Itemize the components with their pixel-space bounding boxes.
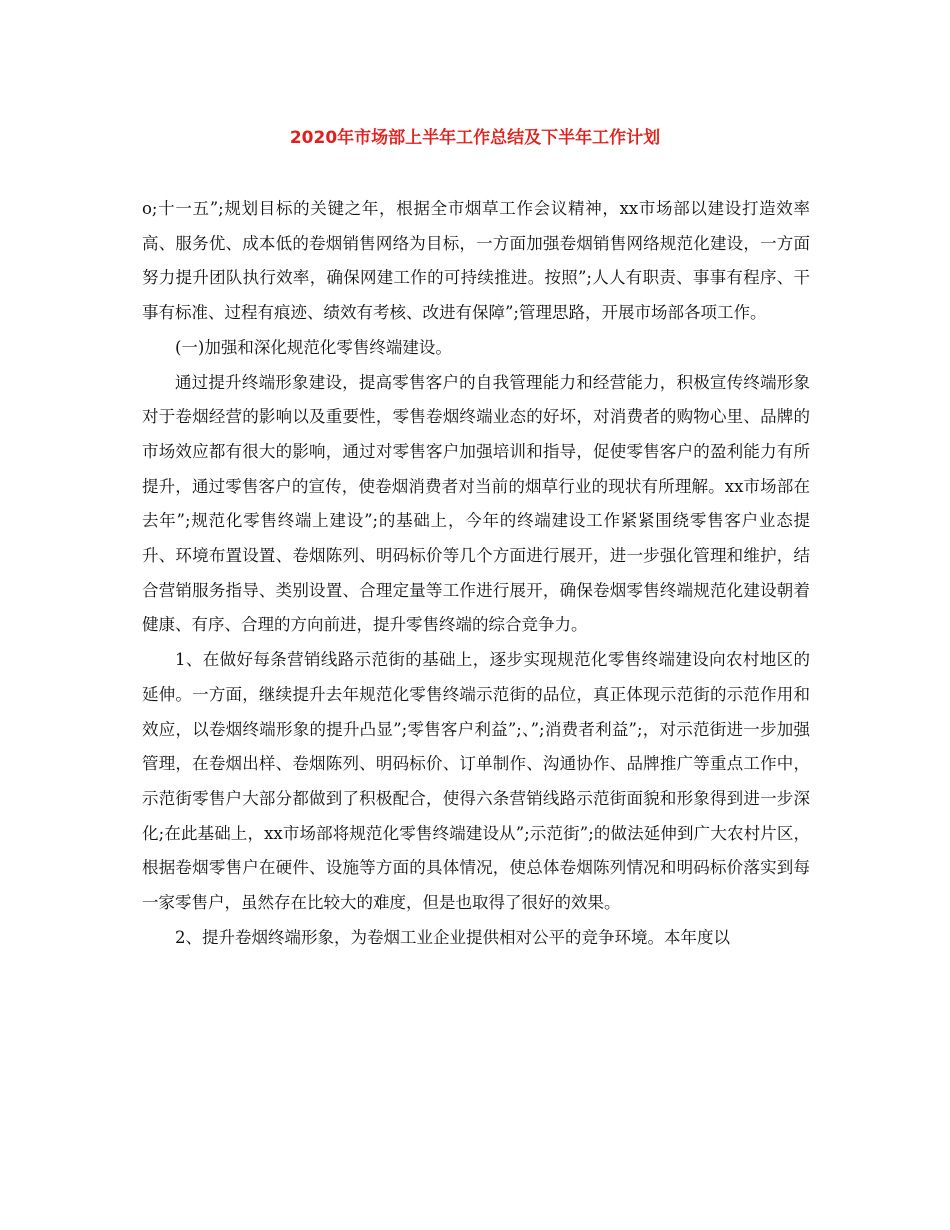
paragraph-terminal-image: 通过提升终端形象建设，提高零售客户的自我管理能力和经营能力，积极宣传终端形象对于卷烟经营的影响以及重要性，零售卷烟终端业态的好坏，对消费者的购物心里、品牌的市场效应都有很大的影响，通过对零售客户加强培训和指导，促使零售客户的盈利能力有所提升，通过零售客户的宣传，使卷烟消费者对当前的烟草行业的现状有所理解。xx市场部在去年”;规范化零售终端上建设”;的基础上，今年的终端建设工作紧紧围绕零售客户业态提升、环境布置设置、卷烟陈列、明码标价等几个方面进行展开，进一步强化管理和维护，结合营销服务指导、类别设置、合理定量等工作进行展开，确保卷烟零售终端规范化建设朝着健康、有序、合理的方向前进，提升零售终端的综合竞争力。 [142, 372, 810, 635]
paragraph-intro: o;十一五”;规划目标的关键之年，根据全市烟草工作会议精神，xx市场部以建设打造效率高、服务优、成本低的卷烟销售网络为目标，一方面加强卷烟销售网络规范化建设，一方面努力提升团队执行效率，确保网建工作的可持续推进。按照”;人人有职责、事事有程序、干事有标准、过程有痕迹、绩效有考核、改进有保障”;管理思路，开展市场部各项工作。 [142, 199, 810, 323]
paragraph-item-1: 1、在做好每条营销线路示范街的基础上，逐步实现规范化零售终端建设向农村地区的延伸。一方面，继续提升去年规范化零售终端示范街的品位，真正体现示范街的示范作用和效应，以卷烟终端形象的提升凸显”;零售客户利益”;、”;消费者利益”;，对示范街进一步加强管理，在卷烟出样、卷烟陈列、明码标价、订单制作、沟通协作、品牌推广等重点工作中，示范街零售户大部分都做到了积极配合，使得六条营销线路示范街面貌和形象得到进一步深化;在此基础上，xx市场部将规范化零售终端建设从”;示范街”;的做法延伸到广大农村片区，根据卷烟零售户在硬件、设施等方面的具体情况，使总体卷烟陈列情况和明码标价落实到每一家零售户，虽然存在比较大的难度，但是也取得了很好的效果。 [142, 650, 810, 913]
paragraph-section-heading: (一)加强和深化规范化零售终端建设。 [175, 337, 452, 357]
paragraph-item-2: 2、提升卷烟终端形象，为卷烟工业企业提供相对公平的竞争环境。本年度以 [175, 927, 730, 947]
document-body [142, 192, 810, 955]
document-title: 2020年市场部上半年工作总结及下半年工作计划 [289, 128, 661, 148]
